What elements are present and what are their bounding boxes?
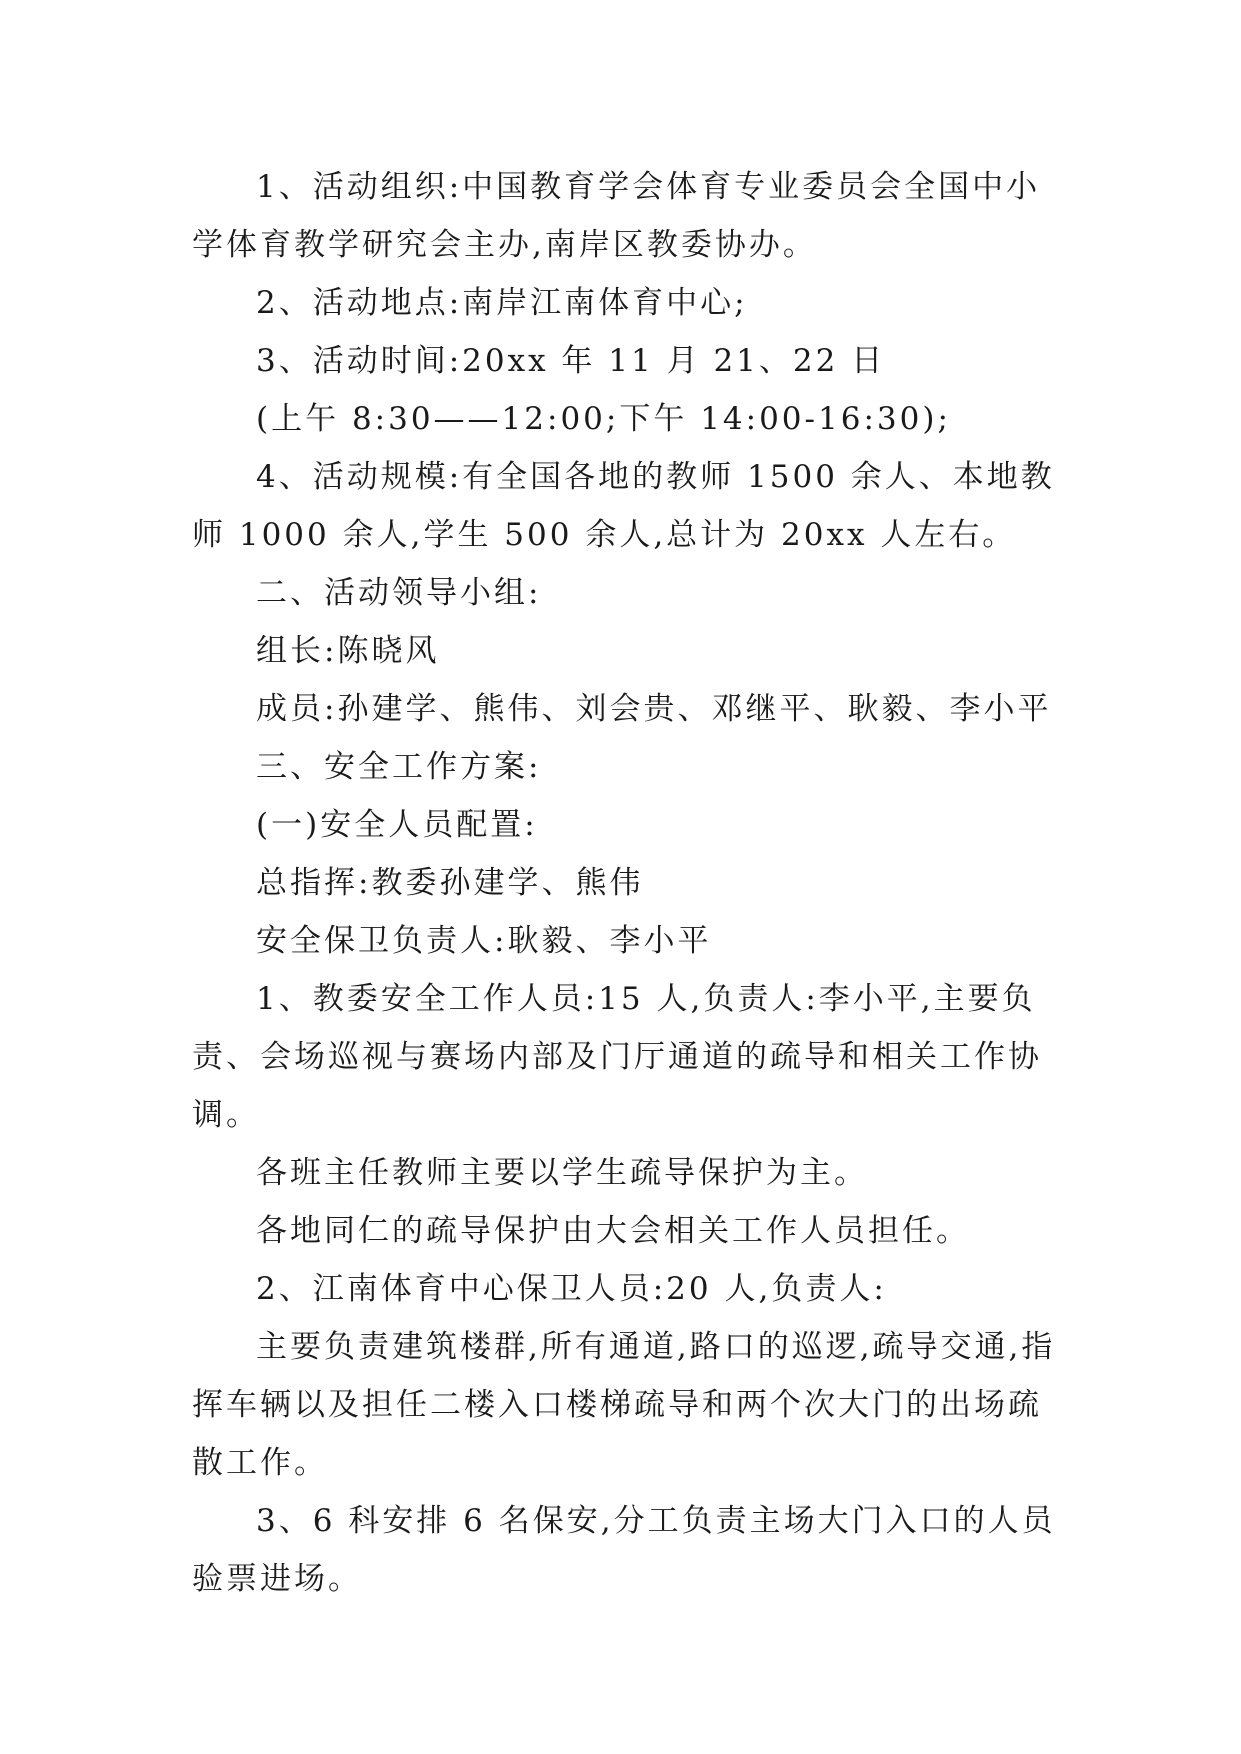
paragraph-activity-location: 2、活动地点:南岸江南体育中心; [256,285,748,321]
heading-safety-staffing: (一)安全人员配置: [256,807,538,843]
paragraph-activity-organizer: 1、活动组织:中国教育学会体育专业委员会全国中小学体育教学研究会主办,南岸区教委协办。 [192,169,1041,263]
paragraph-security-duties: 主要负责建筑楼群,所有通道,路口的巡逻,疏导交通,指挥车辆以及担任二楼入口楼梯疏导和两个次大门的出场疏散工作。 [192,1329,1056,1481]
paragraph-colleagues: 各地同仁的疏导保护由大会相关工作人员担任。 [256,1213,970,1249]
paragraph-commander: 总指挥:教委孙建学、熊伟 [256,865,644,901]
document-body [192,158,1072,1608]
paragraph-class-teachers: 各班主任教师主要以学生疏导保护为主。 [256,1155,868,1191]
paragraph-group-members: 成员:孙建学、熊伟、刘会贵、邓继平、耿毅、李小平 [256,691,1052,727]
paragraph-education-staff: 1、教委安全工作人员:15 人,负责人:李小平,主要负责、会场巡视与赛场内部及门厅通道的疏导和相关工作协调。 [192,981,1042,1133]
heading-leadership-group: 二、活动领导小组: [256,575,542,611]
paragraph-security-lead: 安全保卫负责人:耿毅、李小平 [256,923,712,959]
heading-safety-plan: 三、安全工作方案: [256,749,542,785]
paragraph-activity-scale: 4、活动规模:有全国各地的教师 1500 余人、本地教师 1000 余人,学生 500 余人,总计为 20xx 人左右。 [192,459,1055,553]
paragraph-activity-hours: (上午 8:30——12:00;下午 14:00-16:30); [256,401,951,437]
paragraph-activity-time: 3、活动时间:20xx 年 11 月 21、22 日 [256,343,886,379]
paragraph-ticket-check: 3、6 科安排 6 名保安,分工负责主场大门入口的人员验票进场。 [192,1503,1056,1597]
paragraph-center-security: 2、江南体育中心保卫人员:20 人,负责人: [256,1271,887,1307]
paragraph-group-leader: 组长:陈晓风 [256,633,440,669]
